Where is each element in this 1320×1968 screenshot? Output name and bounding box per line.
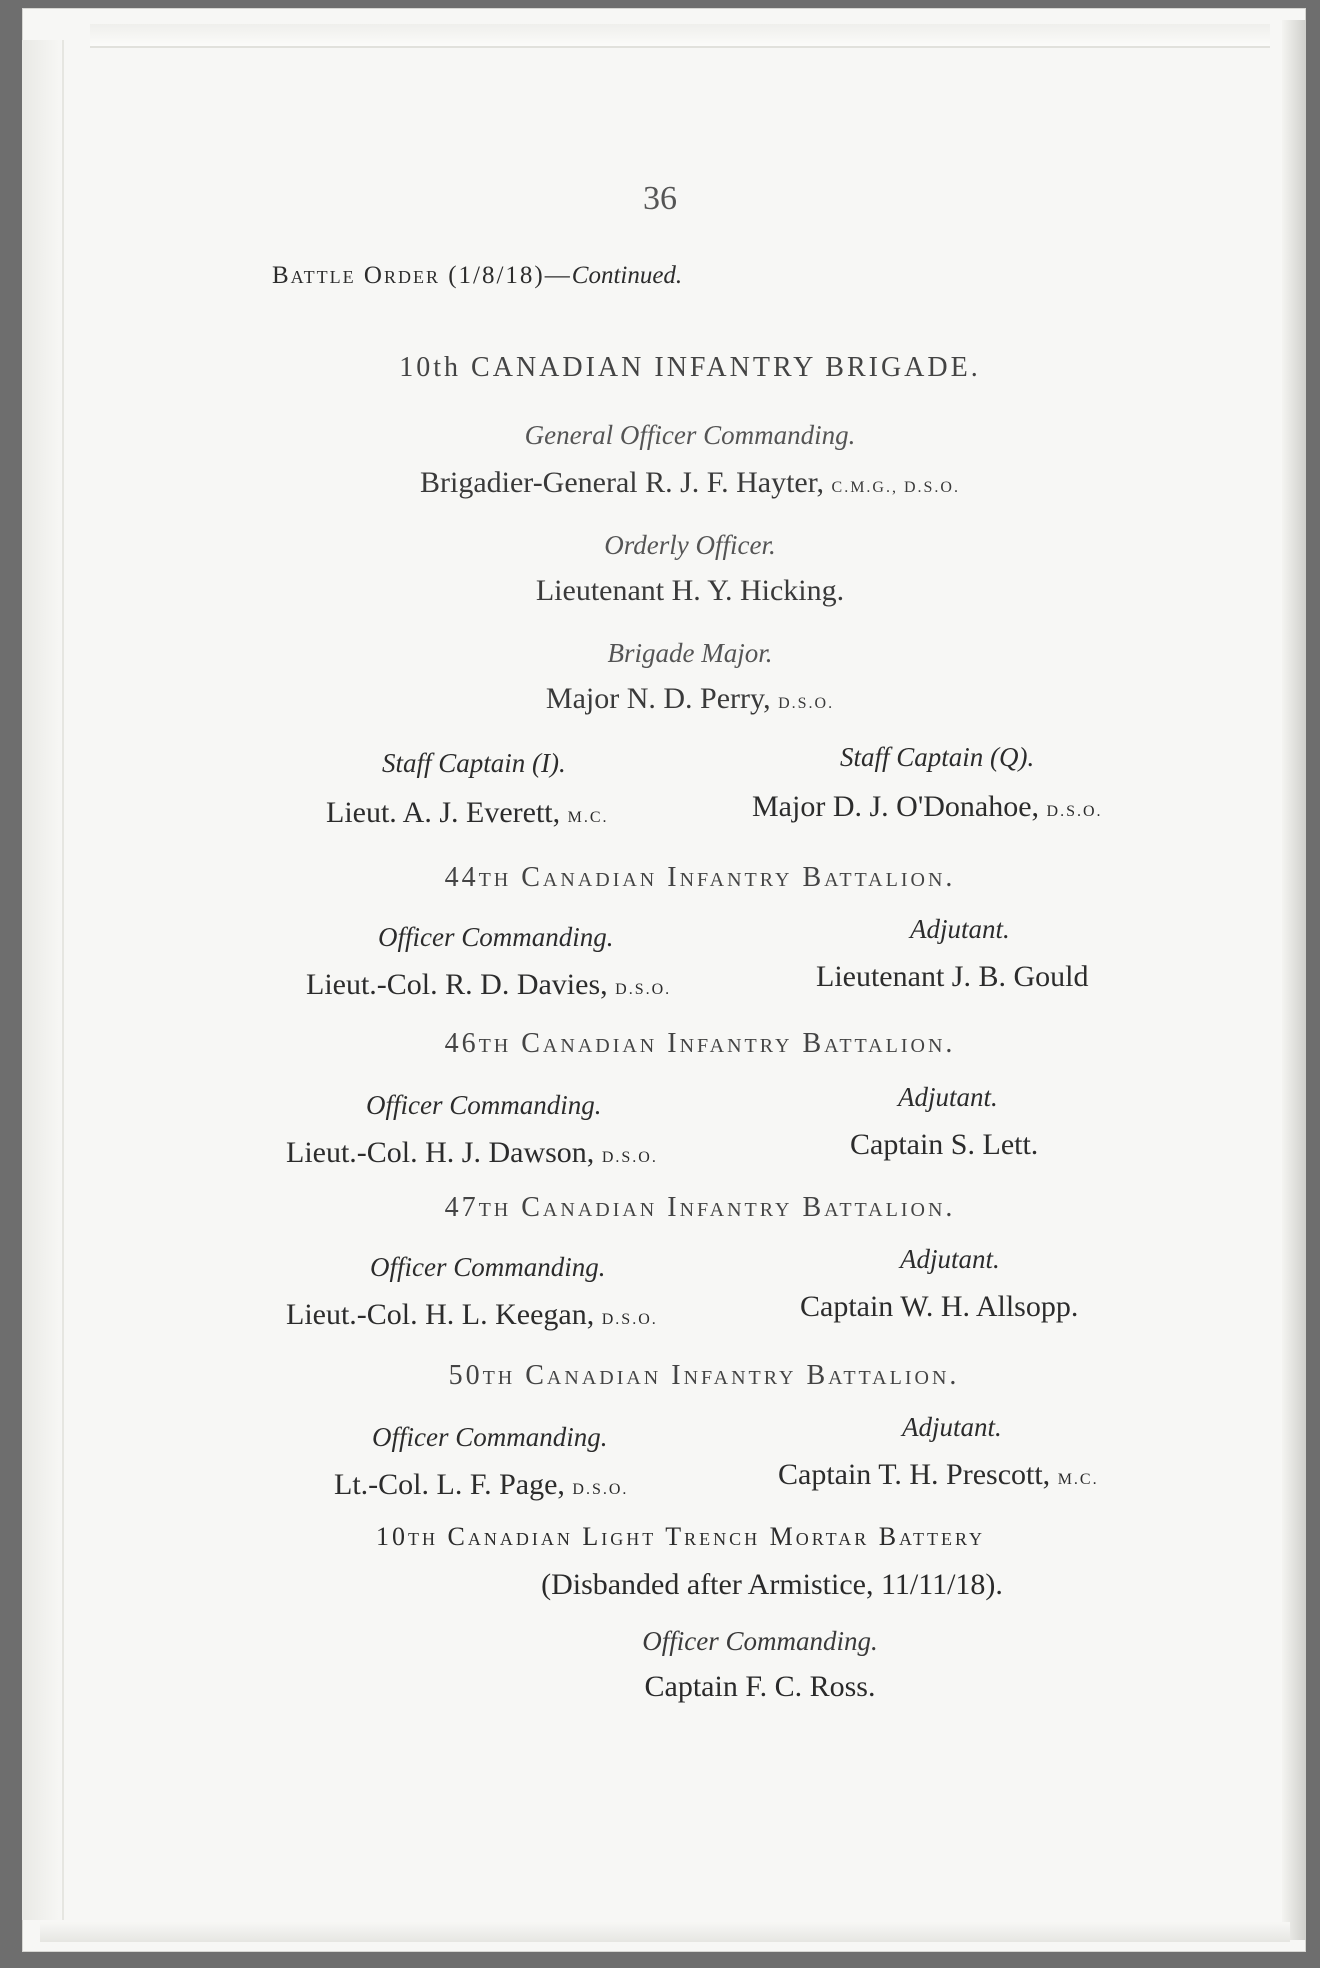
goc-name [30,466,1320,500]
staff-captain-q-name [752,790,1103,824]
battalion-50-adj-honors: M.C. [1057,1471,1099,1488]
brigade-title: 10th CANADIAN INFANTRY BRIGADE. [399,352,981,383]
page-top-fold [90,24,1270,48]
battalion-44-adj-role: Adjutant. [910,914,1010,944]
battalion-50-oc-name-text: Lt.-Col. L. F. Page, [334,1468,573,1501]
battalion-46-adj-name-text: Captain S. Lett. [850,1128,1039,1161]
running-header [272,262,682,290]
battalion-47-oc-name-text: Lieut.-Col. H. L. Keegan, [286,1298,602,1331]
battalion-50-title: 50th Canadian Infantry Battalion. [448,1360,960,1391]
running-header-label: Battle Order (1/8/18)— [272,262,572,289]
battalion-50-adj-name-text: Captain T. H. Prescott, [778,1458,1058,1491]
battalion-47-adj-role: Adjutant. [900,1244,1000,1274]
battery-oc-name: Captain F. C. Ross. [644,1670,876,1703]
brigade-major-honors: D.S.O. [778,695,835,712]
staff-captain-q-role: Staff Captain (Q). [840,742,1035,772]
brigade-major-name [30,682,1320,716]
battalion-47-oc-role: Officer Commanding. [370,1252,606,1282]
battery-note: (Disbanded after Armistice, 11/11/18). [541,1568,1003,1601]
battalion-46-oc-honors: D.S.O. [601,1149,658,1166]
staff-captain-q-honors: D.S.O. [1046,803,1103,820]
page-left-fold [22,40,64,1920]
battalion-47-oc-name [286,1298,658,1332]
battery-title: 10th Canadian Light Trench Mortar Battery [376,1522,986,1551]
battalion-50-oc-name [334,1468,628,1502]
battalion-44-adj-name [816,960,1088,994]
brigade-major-role: Brigade Major. [607,638,773,668]
battalion-47-adj-name-text: Captain W. H. Allsopp. [800,1290,1079,1323]
battalion-47-oc-honors: D.S.O. [601,1311,658,1328]
battalion-46-adj-role: Adjutant. [898,1082,998,1112]
battalion-44-oc-honors: D.S.O. [615,981,672,998]
staff-captain-i-role: Staff Captain (I). [382,748,566,778]
running-header-continued: Continued. [571,262,683,289]
battalion-50-adj-name [778,1458,1099,1492]
goc-honors: C.M.G., D.S.O. [831,479,960,496]
orderly-officer-role: Orderly Officer. [604,530,776,560]
staff-captain-i-name-text: Lieut. A. J. Everett, [326,796,568,829]
page-bottom-fold [40,1922,1290,1942]
battalion-47-title: 47th Canadian Infantry Battalion. [444,1192,956,1223]
battery-oc-role: Officer Commanding. [642,1626,878,1656]
battalion-44-title: 44th Canadian Infantry Battalion. [444,862,956,893]
battalion-44-oc-name-text: Lieut.-Col. R. D. Davies, [306,968,616,1001]
goc-role: General Officer Commanding. [524,420,856,450]
page-number: 36 [643,180,677,217]
staff-captain-q-name-text: Major D. J. O'Donahoe, [752,790,1047,823]
battalion-46-oc-role: Officer Commanding. [366,1090,602,1120]
battalion-46-oc-name [286,1136,658,1170]
staff-captain-i-name [326,796,609,830]
battalion-47-adj-name [800,1290,1078,1324]
battalion-46-oc-name-text: Lieut.-Col. H. J. Dawson, [286,1136,602,1169]
battalion-50-oc-honors: D.S.O. [572,1481,629,1498]
staff-captain-i-honors: M.C. [567,809,609,826]
orderly-officer-name: Lieutenant H. Y. Hicking. [535,574,845,607]
battalion-50-oc-role: Officer Commanding. [372,1422,608,1452]
battalion-50-adj-role: Adjutant. [902,1412,1002,1442]
goc-name-text: Brigadier-General R. J. F. Hayter, [420,466,832,499]
battalion-46-adj-name [850,1128,1038,1162]
battalion-46-title: 46th Canadian Infantry Battalion. [444,1028,956,1059]
brigade-major-name-text: Major N. D. Perry, [545,682,779,715]
battalion-44-oc-name [306,968,671,1002]
battalion-44-oc-role: Officer Commanding. [378,922,614,952]
battalion-44-adj-name-text: Lieutenant J. B. Gould [816,960,1089,993]
